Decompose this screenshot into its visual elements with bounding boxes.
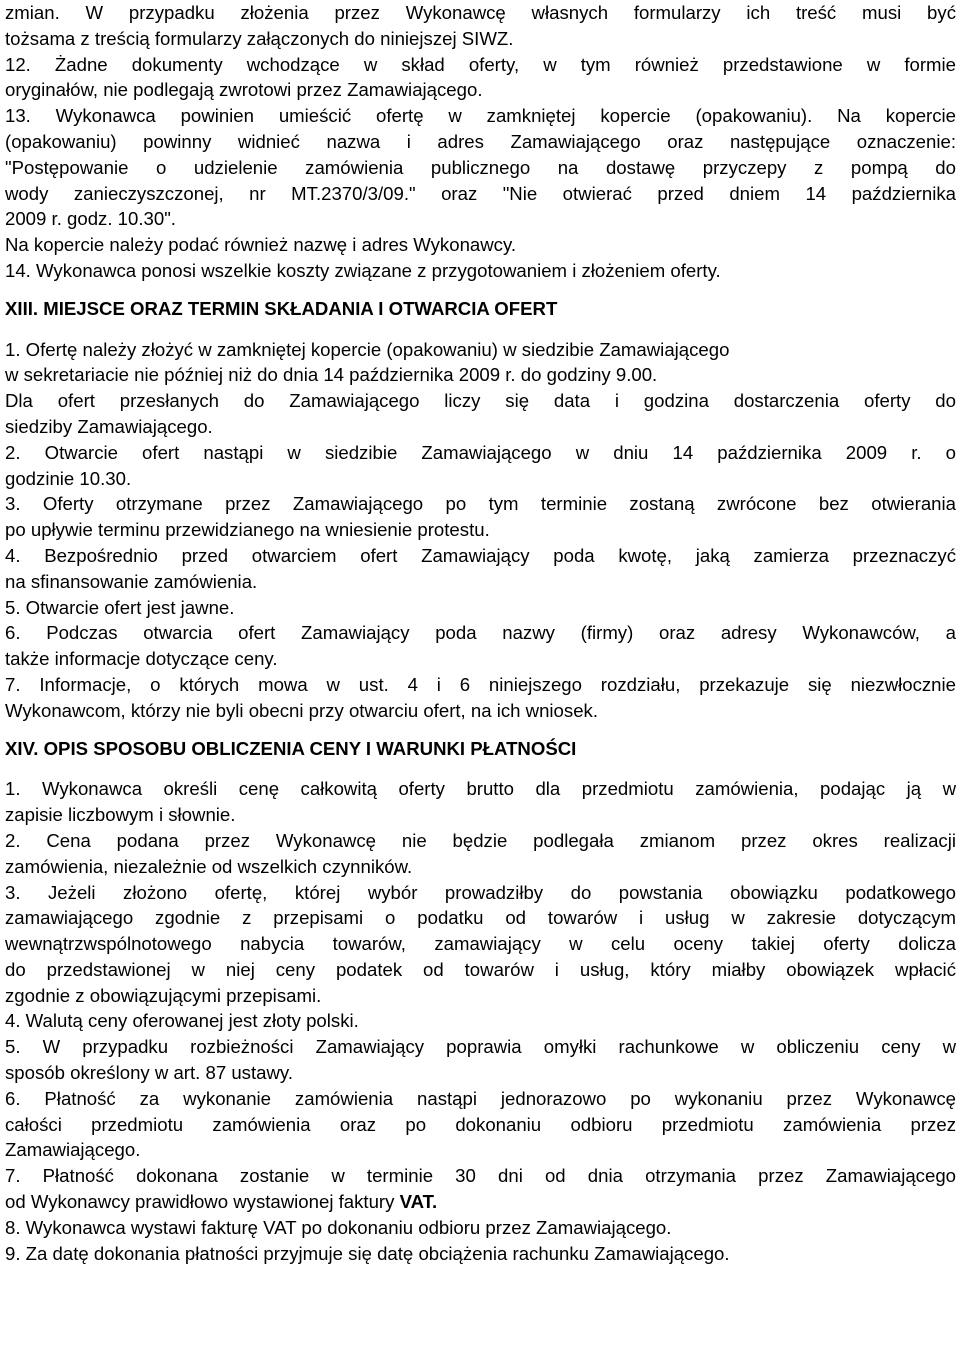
paragraph-line: Wykonawcom, którzy nie byli obecni przy otwarciu ofert, na ich wniosek. [5,699,599,721]
paragraph-line: 14. Wykonawca ponosi wszelkie koszty związane z przygotowaniem i złożeniem oferty. [5,259,721,281]
paragraph-line: do przedstawionej w niej ceny podatek od towarów i usług, który miałby obowiązek wpłacić [5,958,956,980]
paragraph-line: 2. Cena podana przez Wykonawcę nie będzie podlegała zmianom przez okres realizacji [5,829,956,851]
paragraph-line: 5. Otwarcie ofert jest jawne. [5,596,235,618]
paragraph-line: 3. Jeżeli złożono ofertę, której wybór prowadziłby do powstania obowiązku podatkowego [5,881,956,903]
paragraph-line: 1. Ofertę należy złożyć w zamkniętej kopercie (opakowaniu) w siedzibie Zamawiającego [5,338,730,360]
paragraph-line: całości przedmiotu zamówienia oraz po dokonaniu odbioru przedmiotu zamówienia przez [5,1113,956,1135]
paragraph-line: Zamawiającego. [5,1139,141,1161]
section-heading-xiii: XIII. MIEJSCE ORAZ TERMIN SKŁADANIA I OTWARCIA OFERT [5,297,558,319]
paragraph-line: 12. Żadne dokumenty wchodzące w skład oferty, w tym również przedstawione w formie [5,53,956,75]
paragraph-line: Na kopercie należy podać również nazwę i adres Wykonawcy. [5,234,517,256]
paragraph-line: 3. Oferty otrzymane przez Zamawiającego po tym terminie zostaną zwrócone bez otwierania [5,493,956,515]
paragraph-line: siedziby Zamawiającego. [5,415,213,437]
paragraph-text: od Wykonawcy prawidłowo wystawionej faktury [5,1191,400,1213]
paragraph-line: tożsama z treścią formularzy załączonych do niniejszej SIWZ. [5,27,514,49]
paragraph-line: godzinie 10.30. [5,467,132,489]
paragraph-line: także informacje dotyczące ceny. [5,648,278,670]
paragraph-line: 8. Wykonawca wystawi fakturę VAT po dokonaniu odbioru przez Zamawiającego. [5,1216,672,1238]
paragraph-line: wody zanieczyszczonej, nr MT.2370/3/09." oraz "Nie otwierać przed dniem 14 października [5,182,956,204]
vat-bold-text: VAT. [399,1191,438,1213]
paragraph-line [5,1189,956,1215]
paragraph-line: 2. Otwarcie ofert nastąpi w siedzibie Zamawiającego w dniu 14 października 2009 r. o [5,441,956,463]
section-xiii-body [5,337,956,724]
paragraph-line: zapisie liczbowym i słownie. [5,804,236,826]
paragraph-line: wewnątrzwspólnotowego nabycia towarów, zamawiający w celu oceny takiej oferty dolicza [5,933,956,955]
paragraph-line: 9. Za datę dokonania płatności przyjmuje się datę obciążenia rachunku Zamawiającego. [5,1242,730,1264]
paragraph-line: sposób określony w art. 87 ustawy. [5,1062,293,1084]
paragraph-line: Dla ofert przesłanych do Zamawiającego liczy się data i godzina dostarczenia oferty do [5,390,956,412]
paragraph-line: zmian. W przypadku złożenia przez Wykonawcę własnych formularzy ich treść musi być [5,2,956,23]
paragraph-line: 2009 r. godz. 10.30". [5,208,176,230]
paragraph-line: 1. Wykonawca określi cenę całkowitą oferty brutto dla przedmiotu zamówienia, podając ją w [5,778,956,800]
intro-block [5,0,956,284]
paragraph-line: 13. Wykonawca powinien umieścić ofertę w zamkniętej kopercie (opakowaniu). Na kopercie [5,105,956,127]
paragraph-line: zamówienia, niezależnie od wszelkich czynników. [5,855,413,877]
paragraph-line: 7. Płatność dokonana zostanie w terminie 30 dni od dnia otrzymania przez Zamawiającego [5,1165,956,1187]
paragraph-line: w sekretariacie nie później niż do dnia 14 października 2009 r. do godziny 9.00. [5,364,658,386]
paragraph-line: 4. Bezpośrednio przed otwarciem ofert Zamawiający poda kwotę, jaką zamierza przeznaczyć [5,544,956,566]
paragraph-line: zgodnie z obowiązującymi przepisami. [5,984,322,1006]
paragraph-line: 7. Informacje, o których mowa w ust. 4 i 6 niniejszego rozdziału, przekazuje się niezwłocznie [5,673,956,695]
paragraph-line: zamawiającego zgodnie z przepisami o podatku od towarów i usług w zakresie dotyczącym [5,907,956,929]
section-xiv-body [5,776,956,1266]
paragraph-line: oryginałów, nie podlegają zwrotowi przez Zamawiającego. [5,79,483,101]
paragraph-line: 4. Walutą ceny oferowanej jest złoty polski. [5,1010,359,1032]
paragraph-line: na sfinansowanie zamówienia. [5,570,258,592]
paragraph-line: 6. Płatność za wykonanie zamówienia nastąpi jednorazowo po wykonaniu przez Wykonawcę [5,1087,956,1109]
paragraph-line: 6. Podczas otwarcia ofert Zamawiający poda nazwy (firmy) oraz adresy Wykonawców, a [5,622,956,644]
paragraph-line: (opakowaniu) powinny widnieć nazwa i adres Zamawiającego oraz następujące oznaczenie: [5,130,956,152]
paragraph-line: "Postępowanie o udzielenie zamówienia publicznego na dostawę przyczepy z pompą do [5,156,956,178]
section-heading-xiv: XIV. OPIS SPOSOBU OBLICZENIA CENY I WARUNKI PŁATNOŚCI [5,737,577,759]
paragraph-line: 5. W przypadku rozbieżności Zamawiający poprawia omyłki rachunkowe w obliczeniu ceny w [5,1036,956,1058]
paragraph-line: po upływie terminu przewidzianego na wniesienie protestu. [5,519,490,541]
